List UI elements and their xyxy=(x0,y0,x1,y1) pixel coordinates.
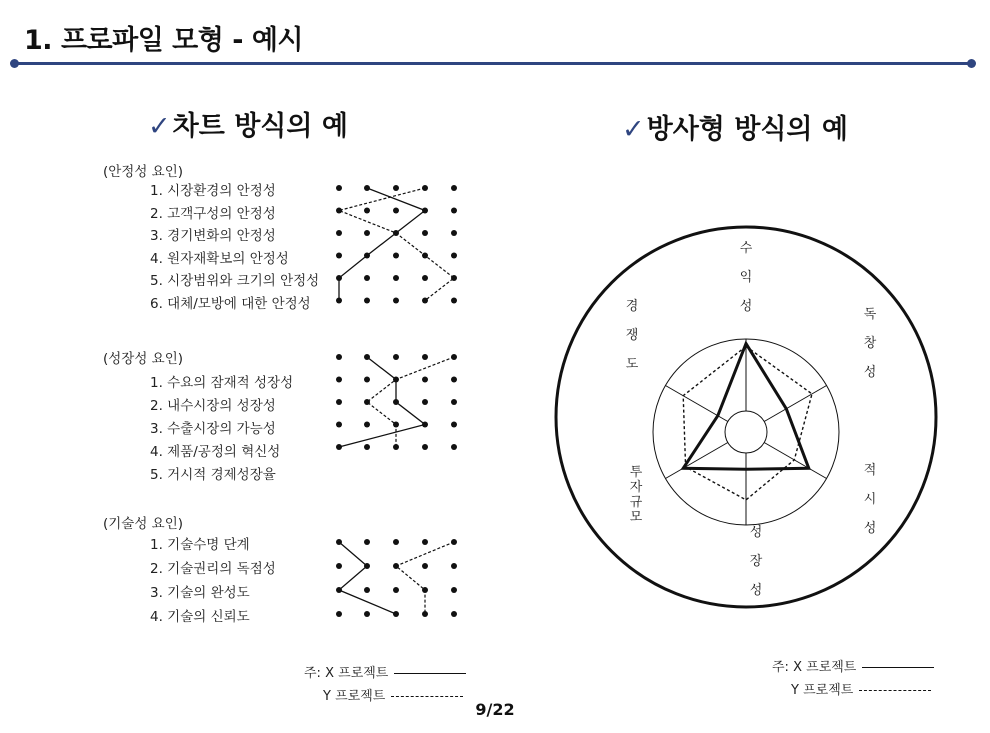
radar-spoke xyxy=(764,443,826,479)
factor-item: 2. 내수시장의 성장성 xyxy=(150,398,276,414)
factor-group-label: (기술성 요인) xyxy=(103,516,184,532)
factor-item: 2. 기술권리의 독점성 xyxy=(150,561,276,577)
radar-axis-label: 독창성 xyxy=(863,307,877,380)
legend-dashed-line xyxy=(859,690,931,691)
factor-item: 3. 경기변화의 안정성 xyxy=(150,228,276,244)
legend-x-entry xyxy=(772,656,934,675)
factor-item: 1. 시장환경의 안정성 xyxy=(150,183,276,199)
factor-item: 1. 기술수명 단계 xyxy=(150,537,250,553)
factor-item: 4. 제품/공정의 혁신성 xyxy=(150,444,281,460)
page-number: 9/22 xyxy=(475,700,515,719)
legend-prefix: 주: xyxy=(304,666,321,681)
factor-item: 5. 시장범위와 크기의 안정성 xyxy=(150,273,320,289)
factor-item: 6. 대체/모방에 대한 안정성 xyxy=(150,295,311,312)
factor-item: 2. 고객구성의 안정성 xyxy=(150,205,276,222)
legend-y-label: Y 프로젝트 xyxy=(791,683,854,698)
chart-section-heading-text: 차트 방식의 예 xyxy=(172,111,348,142)
check-icon: ✓ xyxy=(148,111,171,142)
page-title: 1. 프로파일 모형 - 예시 xyxy=(24,25,304,56)
radar-inner-ring xyxy=(725,411,767,453)
legend-y-label: Y 프로젝트 xyxy=(323,689,386,704)
check-icon: ✓ xyxy=(622,114,645,145)
factor-group-label: (성장성 요인) xyxy=(103,351,184,367)
radar-section-heading-text: 방사형 방식의 예 xyxy=(646,114,848,145)
legend-solid-line xyxy=(862,667,934,668)
radar-axis-label: 성장성 xyxy=(749,525,763,598)
factor-item: 4. 기술의 신뢰도 xyxy=(150,609,250,625)
radar-axis-label: 경쟁도 xyxy=(625,299,639,372)
radar-axis-label: 적시성 xyxy=(863,463,877,536)
factor-item: 3. 수출시장의 가능성 xyxy=(150,421,276,437)
factor-item: 4. 원자재확보의 안정성 xyxy=(150,250,289,267)
factor-item: 3. 기술의 완성도 xyxy=(150,585,250,601)
legend-x-label: X 프로젝트 xyxy=(793,660,857,675)
legend-prefix: 주: xyxy=(772,660,789,675)
legend-x-label: X 프로젝트 xyxy=(325,666,389,681)
radar-axis-label: 수익성 xyxy=(739,241,753,314)
radar-legend xyxy=(772,656,934,698)
legend-y-entry xyxy=(772,679,934,698)
factor-group-label: (안정성 요인) xyxy=(103,164,184,180)
factor-item: 1. 수요의 잠재적 성장성 xyxy=(150,375,294,391)
factor-item: 5. 거시적 경제성장율 xyxy=(150,467,276,483)
radar-axis-label: 투자규모 xyxy=(629,465,643,525)
